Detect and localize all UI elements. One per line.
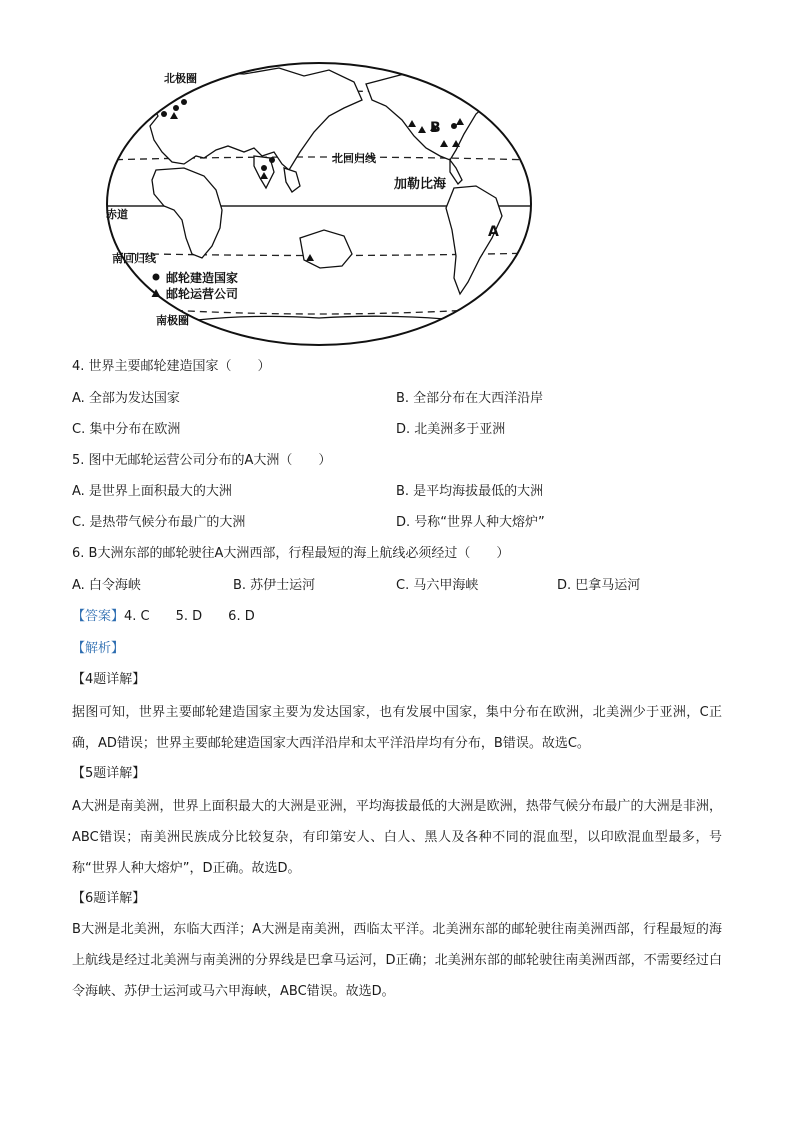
caribbean-label: 加勒比海 bbox=[394, 177, 447, 192]
question-4-option-c: C. 集中分布在欧洲 bbox=[72, 422, 181, 437]
question-4-stem: 4. 世界主要邮轮建造国家（ ） bbox=[72, 359, 271, 374]
question-5-option-d: D. 号称“世界人种大熔炉” bbox=[396, 515, 545, 530]
dot-marker bbox=[451, 123, 457, 129]
detail-4-body: 据图可知，世界主要邮轮建造国家主要为发达国家，也有发展中国家，集中分布在欧洲，北美洲少于亚洲，C正确，AD错误；世界主要邮轮建造国家大西洋沿岸和太平洋沿岸均有分布，B错误。故选C。 bbox=[72, 705, 722, 751]
world-map-svg bbox=[104, 60, 534, 348]
dot-marker bbox=[165, 97, 171, 103]
tropic-cancer-label: 北回归线 bbox=[332, 152, 376, 165]
detail-6-title: 【6题详解】 bbox=[72, 891, 146, 906]
question-5-option-b: B. 是平均海拔最低的大洲 bbox=[396, 484, 544, 499]
question-4-option-b: B. 全部分布在大西洋沿岸 bbox=[396, 391, 544, 406]
antarctic-circle-label: 南极圈 bbox=[156, 314, 189, 327]
question-6-option-c: C. 马六甲海峡 bbox=[396, 578, 479, 593]
world-map-figure bbox=[104, 60, 534, 348]
legend-dot-icon bbox=[153, 274, 160, 281]
question-5-option-a: A. 是世界上面积最大的大洲 bbox=[72, 484, 232, 499]
dot-marker bbox=[261, 165, 267, 171]
answer-text: 4. C 5. D 6. D bbox=[124, 609, 255, 624]
question-6-option-d: D. 巴拿马运河 bbox=[557, 578, 641, 593]
continent-a-label: A bbox=[488, 224, 499, 240]
question-6-option-a: A. 白令海峡 bbox=[72, 578, 141, 593]
question-5-stem: 5. 图中无邮轮运营公司分布的A大洲（ ） bbox=[72, 453, 332, 468]
detail-5-title: 【5题详解】 bbox=[72, 766, 146, 781]
legend-triangle-icon bbox=[152, 289, 161, 297]
dot-marker bbox=[269, 157, 275, 163]
answer-label: 【答案】 bbox=[72, 609, 125, 624]
question-5-option-c: C. 是热带气候分布最广的大洲 bbox=[72, 515, 246, 530]
tropic-capricorn-label: 南回归线 bbox=[112, 252, 156, 265]
question-4-option-d: D. 北美洲多于亚洲 bbox=[396, 422, 506, 437]
dot-marker bbox=[181, 99, 187, 105]
detail-6-body: B大洲是北美洲，东临大西洋；A大洲是南美洲，西临太平洋。北美洲东部的邮轮驶往南美洲西部，行程最短的海上航线是经过北美洲与南美洲的分界线是巴拿马运河，D正确；北美洲东部的邮轮驶往南美洲西部，不需要经过白令海峡、苏伊士运河或马六甲海峡，ABC错误。故选D。 bbox=[72, 922, 722, 999]
antarctic-circle-line bbox=[104, 306, 534, 314]
question-4-option-a: A. 全部为发达国家 bbox=[72, 391, 180, 406]
analysis-label: 【解析】 bbox=[72, 641, 125, 656]
legend-dot-label: 邮轮建造国家 bbox=[166, 271, 239, 285]
question-6-stem: 6. B大洲东部的邮轮驶往A大洲西部，行程最短的海上航线必须经过（ ） bbox=[72, 546, 510, 561]
legend-triangle-label: 邮轮运营公司 bbox=[166, 287, 239, 301]
equator-label: 赤道 bbox=[106, 208, 128, 221]
answer-line bbox=[72, 608, 255, 626]
continent-b-label: B bbox=[430, 120, 441, 136]
question-6-option-b: B. 苏伊士运河 bbox=[233, 578, 316, 593]
map-legend bbox=[152, 270, 239, 301]
arctic-circle-label: 北极圈 bbox=[164, 72, 197, 85]
detail-5-body: A大洲是南美洲，世界上面积最大的大洲是亚洲，平均海拔最低的大洲是欧洲，热带气候分布最广的大洲是非洲，ABC错误；南美洲民族成分比较复杂，有印第安人、白人、黑人及各种不同的混血型，以印欧混血型最多，号称“世界人种大熔炉”，D正确。故选D。 bbox=[72, 799, 722, 876]
detail-4-title: 【4题详解】 bbox=[72, 672, 146, 687]
dot-marker bbox=[161, 111, 167, 117]
dot-marker bbox=[173, 105, 179, 111]
